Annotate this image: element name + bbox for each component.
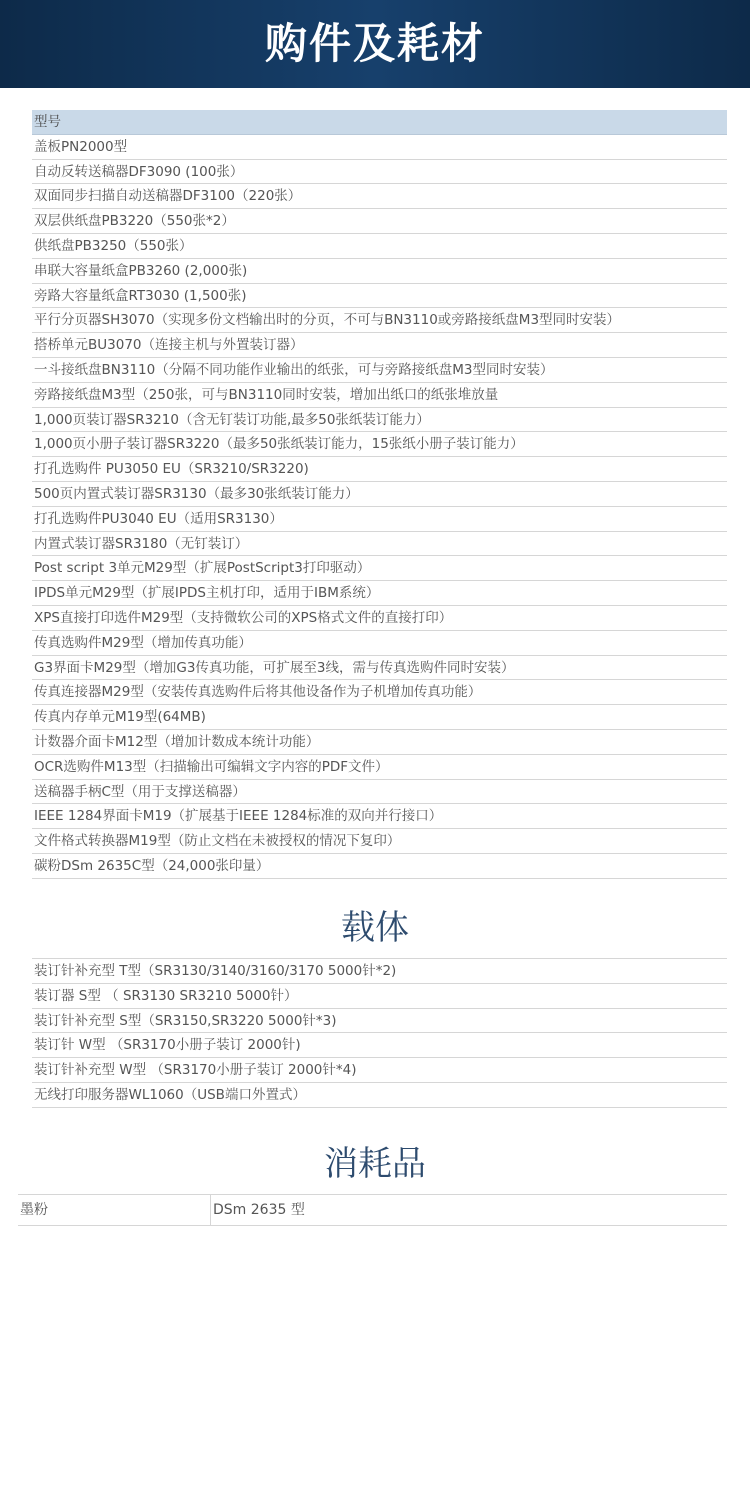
table-row: 计数器介面卡M12型（增加计数成本统计功能） [32, 730, 727, 755]
table-row: 装订针补充型 W型 （SR3170小册子装订 2000针*4) [32, 1058, 727, 1083]
consumables-section-title: 消耗品 [324, 1144, 426, 1184]
banner-title: 购件及耗材 [264, 19, 485, 68]
carrier-table [32, 958, 727, 1108]
table-row: 旁路接纸盘M3型（250张，可与BN3110同时安装，增加出纸口的纸张堆放量 [32, 383, 727, 408]
table-row: 传真连接器M29型（安装传真选购件后将其他设备作为子机增加传真功能） [32, 680, 727, 705]
table-row: 打孔选购件 PU3050 EU（SR3210/SR3220) [32, 457, 727, 482]
table-row: OCR选购件M13型（扫描输出可编辑文字内容的PDF文件） [32, 755, 727, 780]
table-row: 传真选购件M29型（增加传真功能） [32, 631, 727, 656]
table-row: Post script 3单元M29型（扩展PostScript3打印驱动） [32, 556, 727, 581]
banner [0, 0, 750, 88]
table-row: 一斗接纸盘BN3110（分隔不同功能作业输出的纸张，可与旁路接纸盘M3型同时安装） [32, 358, 727, 383]
table-row: 1,000页小册子装订器SR3220（最多50张纸装订能力，15张纸小册子装订能力） [32, 432, 727, 457]
table-row: 串联大容量纸盒PB3260 (2,000张) [32, 259, 727, 284]
table-row: 文件格式转换器M19型（防止文档在未被授权的情况下复印） [32, 829, 727, 854]
table-row: 装订针补充型 S型（SR3150,SR3220 5000针*3) [32, 1009, 727, 1034]
table-row: 1,000页装订器SR3210（含无钉装订功能,最多50张纸装订能力） [32, 408, 727, 433]
table-row: 500页内置式装订器SR3130（最多30张纸装订能力） [32, 482, 727, 507]
table-row: G3界面卡M29型（增加G3传真功能，可扩展至3线，需与传真选购件同时安装） [32, 656, 727, 681]
consumables-table [18, 1194, 727, 1226]
table-row: XPS直接打印选件M29型（支持微软公司的XPS格式文件的直接打印） [32, 606, 727, 631]
table-row: 装订针补充型 T型（SR3130/3140/3160/3170 5000针*2) [32, 959, 727, 984]
table-row: 装订针 W型 （SR3170小册子装订 2000针) [32, 1033, 727, 1058]
table-row: 无线打印服务器WL1060（USB端口外置式） [32, 1083, 727, 1108]
table-row: 传真内存单元M19型(64MB) [32, 705, 727, 730]
table-header: 型号 [32, 110, 727, 135]
table-row: 碳粉DSm 2635C型（24,000张印量） [32, 854, 727, 879]
table-row: 自动反转送稿器DF3090 (100张） [32, 160, 727, 185]
table-row: 双面同步扫描自动送稿器DF3100（220张） [32, 184, 727, 209]
table-row: 装订器 S型 （ SR3130 SR3210 5000针） [32, 984, 727, 1009]
table-row: 搭桥单元BU3070（连接主机与外置装订器） [32, 333, 727, 358]
table-row: 内置式装订器SR3180（无钉装订） [32, 532, 727, 557]
consumable-value: DSm 2635 型 [213, 1202, 305, 1218]
table-row: 送稿器手柄C型（用于支撑送稿器） [32, 780, 727, 805]
table-row: 供纸盘PB3250（550张） [32, 234, 727, 259]
table-row: 双层供纸盘PB3220（550张*2） [32, 209, 727, 234]
carrier-section-title: 载体 [341, 908, 409, 948]
table-row: 平行分页器SH3070（实现多份文档输出时的分页，不可与BN3110或旁路接纸盘M3型同时安装） [32, 308, 727, 333]
table-row: IPDS单元M29型（扩展IPDS主机打印，适用于IBM系统） [32, 581, 727, 606]
table-row: 打孔选购件PU3040 EU（适用SR3130） [32, 507, 727, 532]
consumable-key: 墨粉 [18, 1195, 211, 1225]
table-row: 盖板PN2000型 [32, 135, 727, 160]
table-row: IEEE 1284界面卡M19（扩展基于IEEE 1284标准的双向并行接口） [32, 804, 727, 829]
table-row: 旁路大容量纸盒RT3030 (1,500张) [32, 284, 727, 309]
options-table [32, 110, 727, 879]
